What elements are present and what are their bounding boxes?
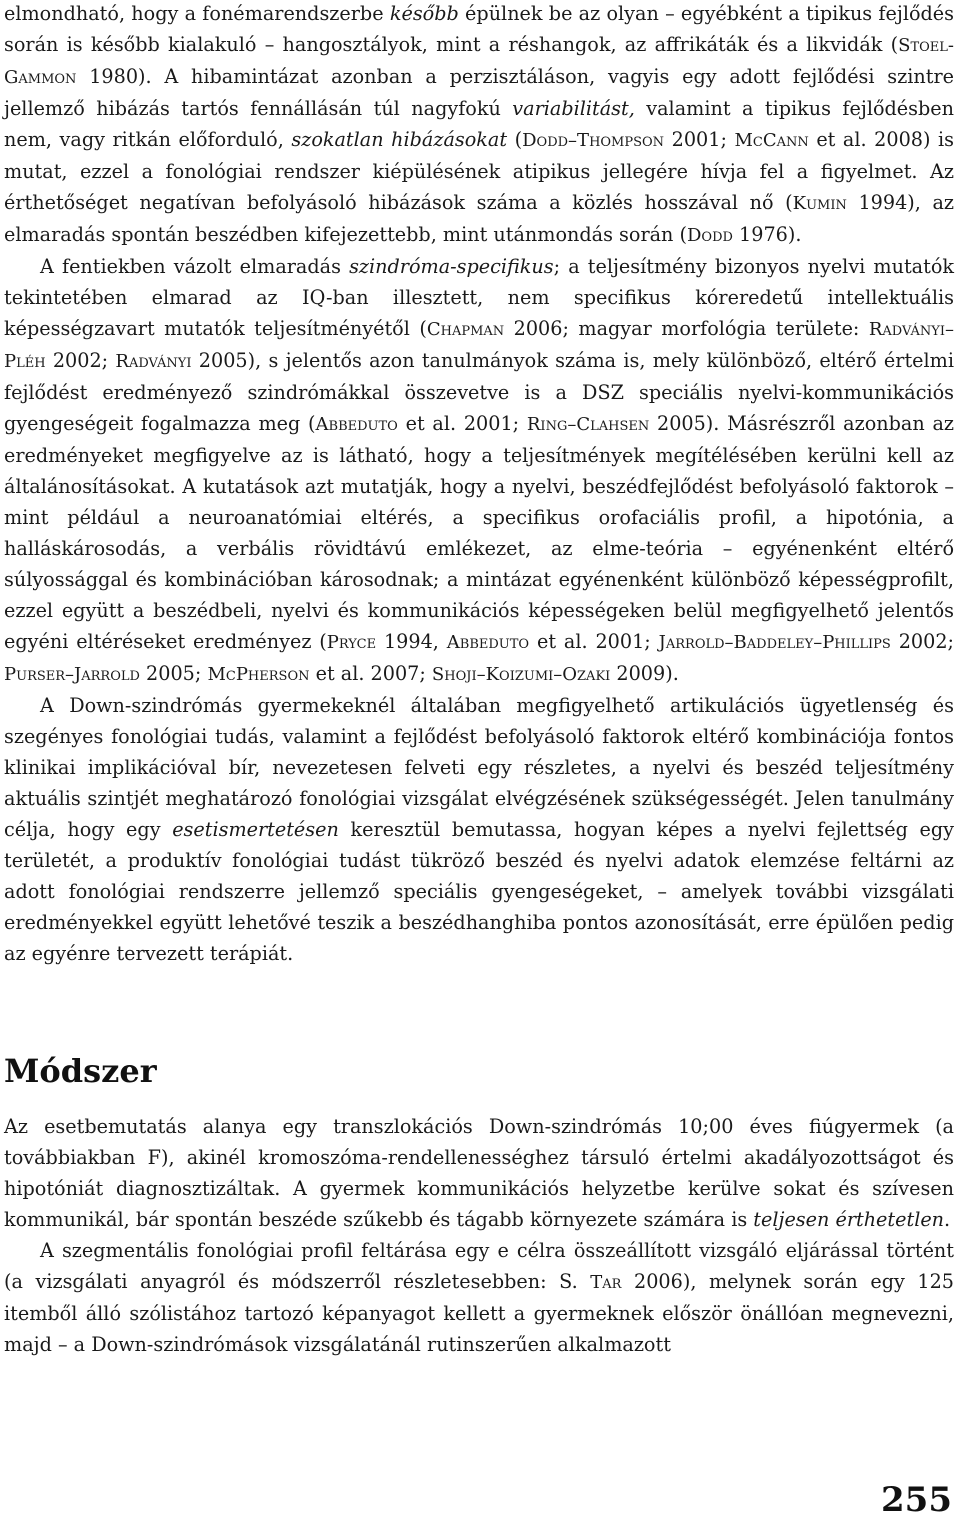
paragraph-5: A szegmentális fonológiai profil feltárása egy e célra összeállított vizsgáló eljárással történt (a vizsgálati anyagról és módszerről részletesebben: S. Tar 2006), melynek során egy 125 itemből álló szólistához tartozó képanyagot kellett a gyermeknek először önállóan megnevezni, majd – a Down-szindrómások vizsgálatánál rutinszerűen alkalmazott bbox=[4, 1239, 954, 1356]
section-heading: Módszer bbox=[4, 1052, 157, 1090]
paragraph-3: A Down-szindrómás gyermekeknél általában megfigyelhető artikulációs ügyetlenség és szegényes fonológiai tudás, valamint a fejlődést befolyásoló faktorok eltérő kombinációja fontos klinikai implikációval bír, nevezetesen felveti egy részletes, a nyelvi és beszéd teljesítmény aktuális szintjét meghatározó fonológiai vizsgálat elvégzésének szükségességét. Jelen tanulmány célja, hogy egy esetismertetésen keresztül bemutassa, hogyan képes a nyelvi fejlettség egy területét, a produktív fonológiai tudást tükröző beszéd és nyelvi adatok elemzése feltárni az adott fonológiai rendszerre jellemző speciális gyengeségeket, – amelyek további vizsgálati eredményekkel együtt lehetővé teszik a beszédhanghiba pontos azonosítását, erre épülően pedig az egyénre tervezett terápiát. bbox=[4, 694, 954, 965]
citation-author: McCann bbox=[734, 130, 809, 151]
paragraph-2: A fentiekben vázolt elmaradás szindróma-specifikus; a teljesítmény bizonyos nyelvi mutatók tekintetében elmarad az IQ-ban illesztett, nem specifikus kóreredetű intellektuális képességzavart mutatók teljesítményétől (Chapman 2006; magyar morfológia területe: Radványi–Pléh 2002; Radványi 2005), s jelentős azon tanulmányok száma is, mely különböző, eltérő értelmi fejlődést eredményező szindrómákkal összevetve is a DSZ speciális nyelvi-kommunikációs gyengeségeit fogalmazza meg (Abbeduto et al. 2001; Ring–Clahsen 2005). Másrészről azonban az eredményeket megfigyelve az is látható, hogy a teljesítmények megítélésében kerülni kell az általánosításokat. A kutatások azt mutatják, hogy a nyelvi, beszédfejlődést befolyásoló faktorok – mint például a neuroanatómiai eltérés, a specifikus orofaciális profil, a hipotónia, a halláskárosodás, a verbális rövidtávú emlékezet, az elme-teória – egyénenként eltérő súlyossággal és kombinációban károsodnak; a mintázat egyénenként különböző képességprofilt, ezzel együtt a beszédbeli, nyelvi és kommunikációs képességeken belül megfigyelhető jelentős egyéni eltéréseket eredményez (Pryce 1994, Abbeduto et al. 2001; Jarrold–Baddeley–Phillips 2002; Purser–Jarrold 2005; McPherson et al. 2007; Shoji–Koizumi–Ozaki 2009). bbox=[4, 255, 954, 685]
citation-author: Radványi bbox=[115, 351, 192, 372]
citation-author: Abbeduto bbox=[315, 414, 398, 435]
emphasis-text: később bbox=[389, 2, 459, 25]
emphasis-text: teljesen érthetetlen bbox=[753, 1208, 945, 1231]
paragraph-4: Az esetbemutatás alanya egy transzlokációs Down-szindrómás 10;00 éves fiúgyermek (a továbbiakban F), akinél kromoszóma-rendellenességhez társuló értelmi akadályozottságot és hipotóniát diagnosztizáltak. A gyermek kommunikációs helyzetbe kerülve sokat és szívesen kommunikál, bár spontán beszéde szűkebb és tágabb környezete számára is teljesen érthetetlen. bbox=[4, 1115, 954, 1231]
citation-author: Stoel-Gammon bbox=[4, 35, 954, 88]
citation-author: Chapman bbox=[426, 319, 505, 340]
citation-author: Jarrold–Baddeley–Phillips bbox=[658, 632, 891, 653]
citation-author: Abbeduto bbox=[446, 632, 530, 653]
citation-author: Tar bbox=[590, 1272, 622, 1293]
emphasis-text: esetismertetésen bbox=[172, 818, 339, 841]
page-number: 255 bbox=[881, 1480, 952, 1520]
citation-author: Purser–Jarrold bbox=[4, 664, 140, 685]
emphasis-text: variabilitást, bbox=[512, 97, 635, 120]
emphasis-text: szindróma-specifikus bbox=[349, 255, 554, 278]
citation-author: McPherson bbox=[207, 664, 310, 685]
citation-author: Dodd bbox=[687, 225, 733, 246]
citation-author: Dodd–Thompson bbox=[522, 130, 665, 151]
document-page bbox=[4, 0, 954, 1360]
emphasis-text: szokatlan hibázásokat bbox=[291, 128, 508, 151]
citation-author: Pryce bbox=[326, 632, 377, 653]
citation-author: Ring–Clahsen bbox=[526, 414, 650, 435]
citation-author: Shoji–Koizumi–Ozaki bbox=[431, 664, 611, 685]
paragraph-1: elmondható, hogy a fonémarendszerbe később épülnek be az olyan – egyébként a tipikus fejlődés során is később kialakuló – hangosztályok, mint a réshangok, az affrikáták és a likvidák (Stoel-Gammon 1980). A hibamintázat azonban a perzisztáláson, vagyis egy adott fejlődési szintre jellemző hibázás tartós fennállásán túl nagyfokú variabilitást, valamint a tipikus fejlődésben nem, vagy ritkán előforduló, szokatlan hibázásokat (Dodd–Thompson 2001; McCann et al. 2008) is mutat, ezzel a fonológiai rendszer kiépülésének atipikus jellegére hívja fel a figyelmet. Az érthetőséget negatívan befolyásoló hibázások száma a közlés hosszával nő (Kumin 1994), az elmaradás spontán beszédben kifejezettebb, mint utánmondás során (Dodd 1976). bbox=[4, 2, 955, 246]
citation-author: Radványi–Pléh bbox=[4, 319, 954, 372]
citation-author: Kumin bbox=[792, 193, 847, 214]
